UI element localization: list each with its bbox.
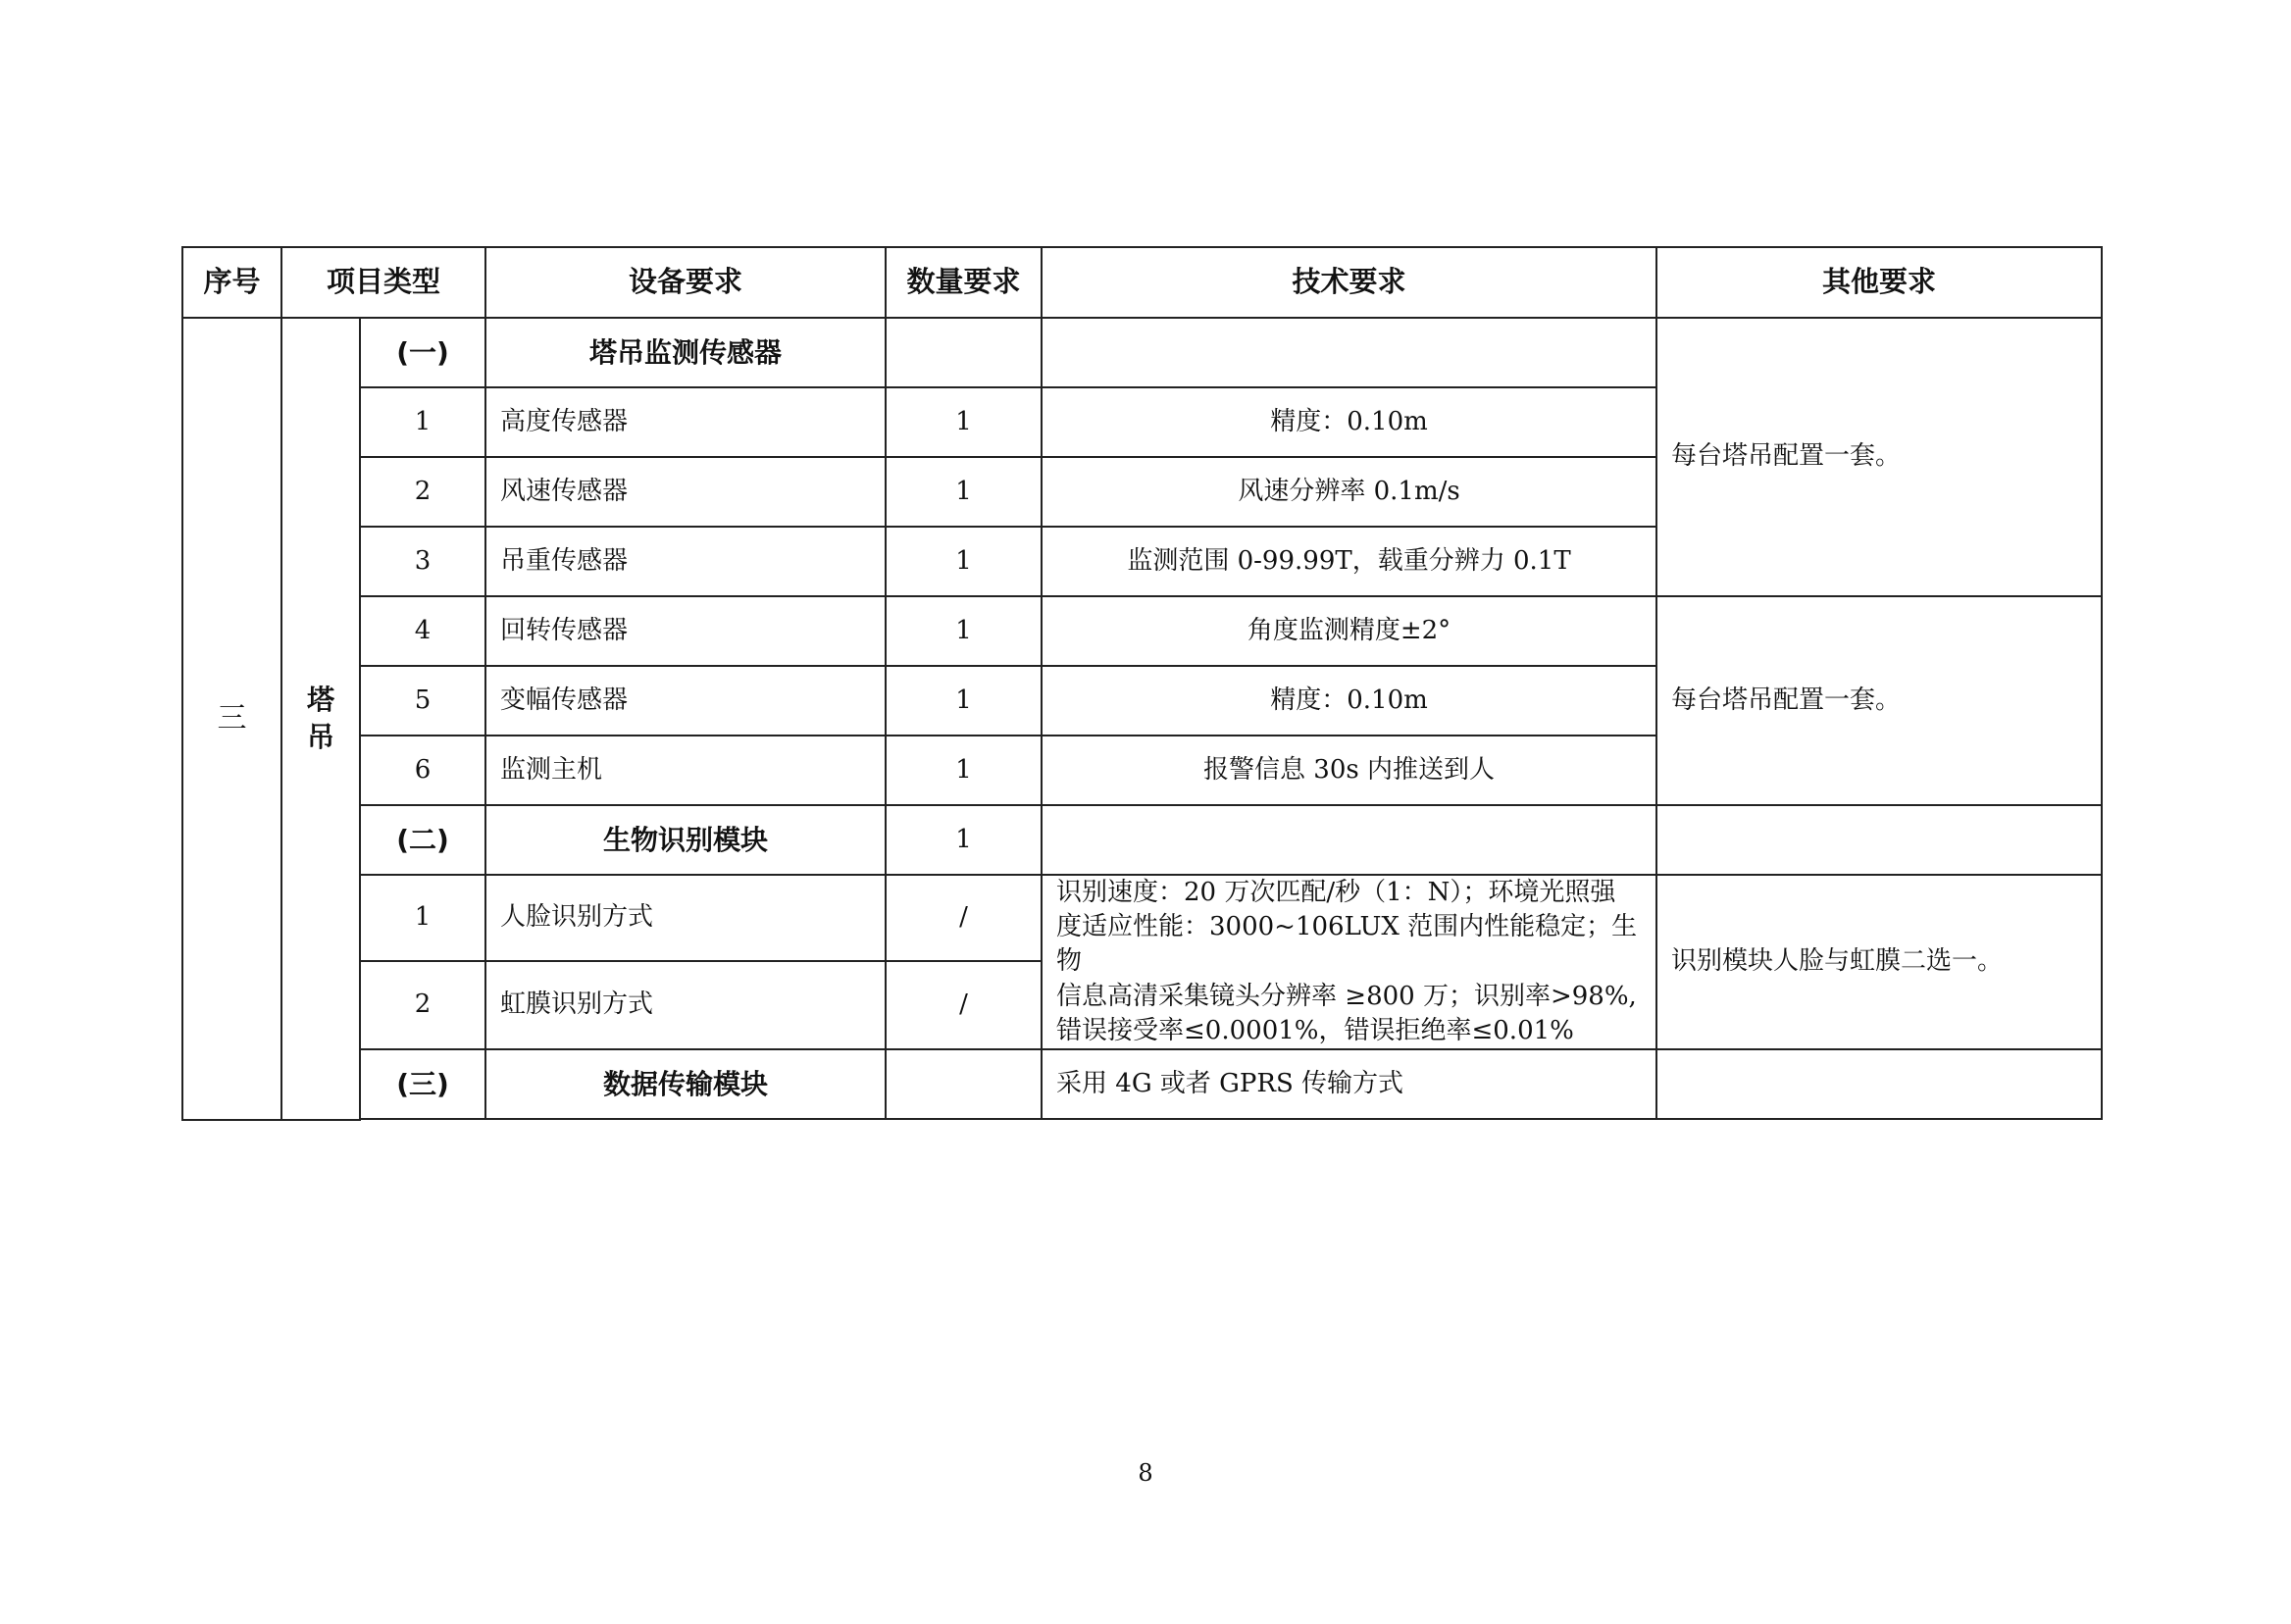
other-requirement (1656, 1049, 2102, 1119)
item-tech: 监测范围 0-99.99T，载重分辨力 0.1T (1042, 527, 1656, 596)
page-number: 8 (1138, 1459, 1153, 1487)
other-requirement: 识别模块人脸与虹膜二选一。 (1656, 875, 2102, 1049)
group-row (182, 805, 2102, 875)
item-quantity: 1 (886, 457, 1042, 527)
item-name: 风速传感器 (485, 457, 886, 527)
other-requirement (1656, 805, 2102, 875)
item-name: 监测主机 (485, 736, 886, 805)
tech-line: 度适应性能：3000~106LUX 范围内性能稳定；生物 (1056, 912, 1638, 977)
item-name: 人脸识别方式 (485, 875, 886, 961)
item-tech: 报警信息 30s 内推送到人 (1042, 736, 1656, 805)
item-name: 变幅传感器 (485, 666, 886, 736)
tech-line: 识别速度：20 万次匹配/秒（1：N）；环境光照强 (1056, 878, 1616, 908)
item-number: 1 (360, 875, 485, 961)
category-cell (281, 318, 360, 1120)
item-name: 吊重传感器 (485, 527, 886, 596)
other-requirement: 每台塔吊配置一套。 (1656, 596, 2102, 805)
header-tech: 技术要求 (1042, 247, 1656, 318)
group-tech (1042, 318, 1656, 387)
category-char: 塔 (306, 684, 334, 717)
header-quantity: 数量要求 (886, 247, 1042, 318)
group-name: 生物识别模块 (485, 805, 886, 875)
item-name: 回转传感器 (485, 596, 886, 666)
header-other: 其他要求 (1656, 247, 2102, 318)
item-number: 2 (360, 457, 485, 527)
requirements-table (181, 246, 2103, 1121)
header-category: 项目类型 (281, 247, 485, 318)
tech-line: 错误接受率≤0.0001%，错误拒绝率≤0.01% (1056, 1015, 1574, 1045)
group-quantity (886, 1049, 1042, 1119)
item-number: 3 (360, 527, 485, 596)
group-name: 塔吊监测传感器 (485, 318, 886, 387)
group-name: 数据传输模块 (485, 1049, 886, 1119)
other-requirement: 每台塔吊配置一套。 (1656, 318, 2102, 596)
group-tech (1042, 805, 1656, 875)
group-quantity (886, 318, 1042, 387)
item-name: 高度传感器 (485, 387, 886, 457)
item-number: 6 (360, 736, 485, 805)
table-row (182, 596, 2102, 666)
item-tech: 角度监测精度±2° (1042, 596, 1656, 666)
header-seq: 序号 (182, 247, 281, 318)
item-quantity: 1 (886, 666, 1042, 736)
biometric-tech (1042, 875, 1656, 1049)
table-row (182, 875, 2102, 961)
item-quantity: / (886, 875, 1042, 961)
section-number: 三 (182, 318, 281, 1120)
item-quantity: 1 (886, 596, 1042, 666)
item-quantity: 1 (886, 736, 1042, 805)
header-equipment: 设备要求 (485, 247, 886, 318)
item-number: 4 (360, 596, 485, 666)
group-quantity: 1 (886, 805, 1042, 875)
item-number: 1 (360, 387, 485, 457)
group-number: (三) (360, 1049, 485, 1119)
item-tech: 精度：0.10m (1042, 387, 1656, 457)
item-quantity: / (886, 961, 1042, 1049)
header-row (182, 247, 2102, 318)
item-quantity: 1 (886, 527, 1042, 596)
tech-line: 信息高清采集镜头分辨率 ≥800 万；识别率>98%, (1056, 981, 1637, 1011)
category-char: 吊 (306, 721, 334, 753)
item-number: 5 (360, 666, 485, 736)
item-tech: 风速分辨率 0.1m/s (1042, 457, 1656, 527)
group-tech: 采用 4G 或者 GPRS 传输方式 (1042, 1049, 1656, 1119)
item-number: 2 (360, 961, 485, 1049)
item-tech: 精度：0.10m (1042, 666, 1656, 736)
group-row (182, 318, 2102, 387)
item-quantity: 1 (886, 387, 1042, 457)
group-number: (二) (360, 805, 485, 875)
group-row (182, 1049, 2102, 1119)
group-number: (一) (360, 318, 485, 387)
item-name: 虹膜识别方式 (485, 961, 886, 1049)
